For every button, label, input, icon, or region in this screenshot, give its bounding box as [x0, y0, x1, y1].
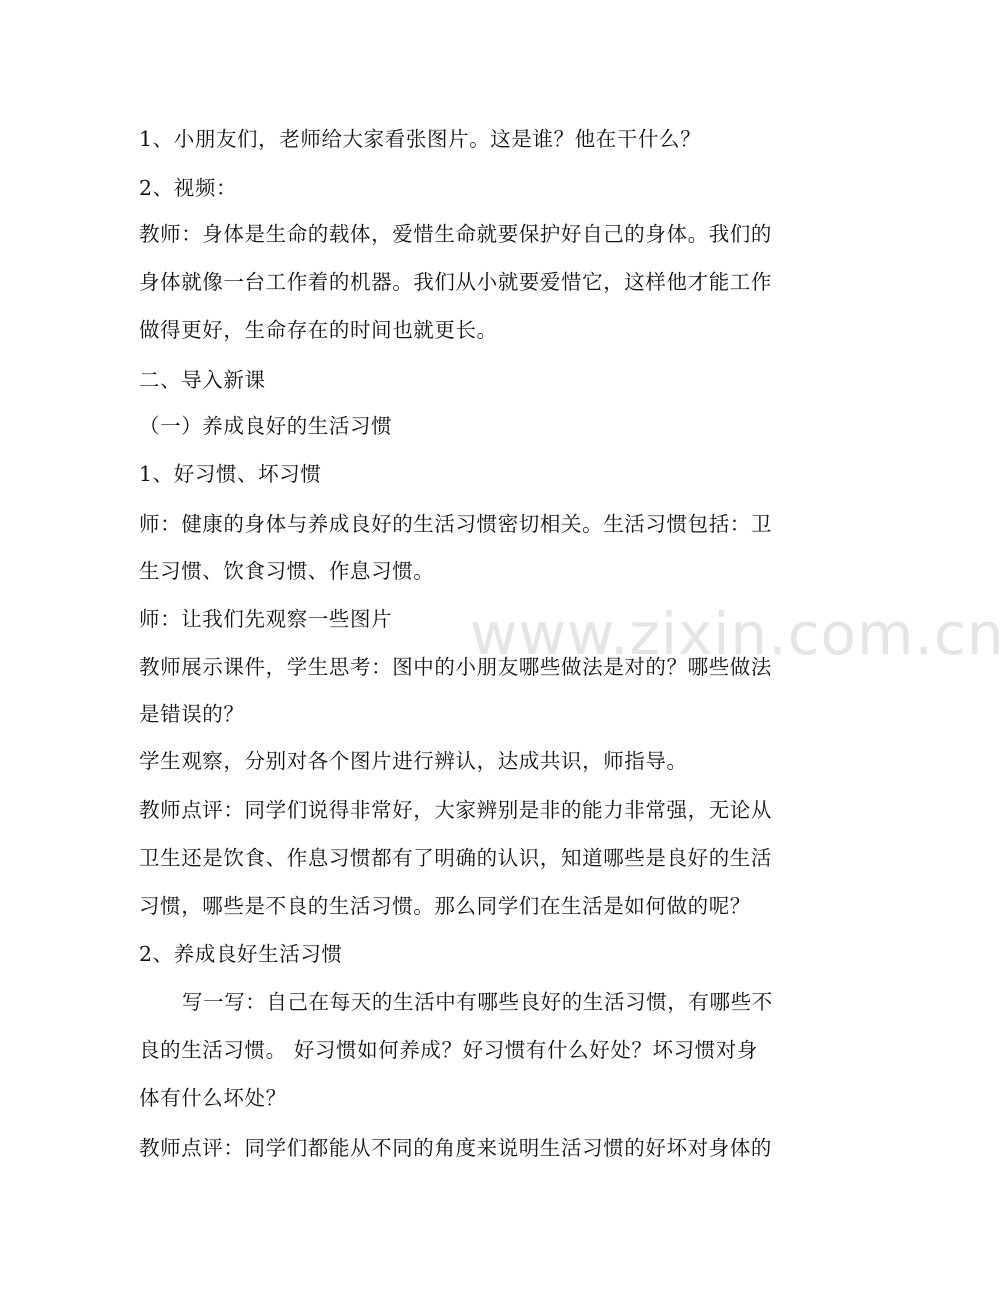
item-heading: 2、养成良好生活习惯 — [139, 942, 343, 966]
text-line: 体有什么坏处？ — [139, 1086, 287, 1110]
text-line: 教师点评：同学们都能从不同的角度来说明生活习惯的好坏对身体的 — [139, 1136, 772, 1160]
text-line: 习惯，哪些是不良的生活习惯。那么同学们在生活是如何做的呢？ — [139, 894, 751, 918]
subsection-heading: （一）养成良好的生活习惯 — [139, 414, 393, 438]
text-line: 教师展示课件，学生思考：图中的小朋友哪些做法是对的？哪些做法 — [139, 655, 772, 679]
text-line: 教师：身体是生命的载体，爱惜生命就要保护好自己的身体。我们的 — [139, 222, 772, 246]
text-line: 2、视频： — [139, 176, 238, 200]
text-line: 学生观察，分别对各个图片进行辨认，达成共识，师指导。 — [139, 749, 688, 773]
text-line: 师：让我们先观察一些图片 — [139, 607, 393, 631]
text-line: 师：健康的身体与养成良好的生活习惯密切相关。生活习惯包括：卫 — [139, 512, 772, 536]
watermark: www.zixin.com.cn — [470, 600, 1005, 668]
text-line: 是错误的？ — [139, 702, 245, 726]
text-line: 做得更好，生命存在的时间也就更长。 — [139, 318, 498, 342]
text-line: 身体就像一台工作着的机器。我们从小就要爱惜它，这样他才能工作 — [139, 270, 772, 294]
text-line: 1、小朋友们，老师给大家看张图片。这是谁？他在干什么？ — [139, 127, 702, 151]
text-line: 教师点评：同学们说得非常好，大家辨别是非的能力非常强，无论从 — [139, 798, 772, 822]
text-line: 卫生还是饮食、作息习惯都有了明确的认识，知道哪些是良好的生活 — [139, 846, 772, 870]
text-line: 生习惯、饮食习惯、作息习惯。 — [139, 559, 435, 583]
text-line-indented: 写一写：自己在每天的生活中有哪些良好的生活习惯，有哪些不 — [182, 990, 773, 1014]
item-heading: 1、好习惯、坏习惯 — [139, 462, 322, 486]
text-line: 良的生活习惯。 好习惯如何养成？好习惯有什么好处？坏习惯对身 — [139, 1038, 759, 1062]
section-heading: 二、导入新课 — [139, 368, 266, 392]
